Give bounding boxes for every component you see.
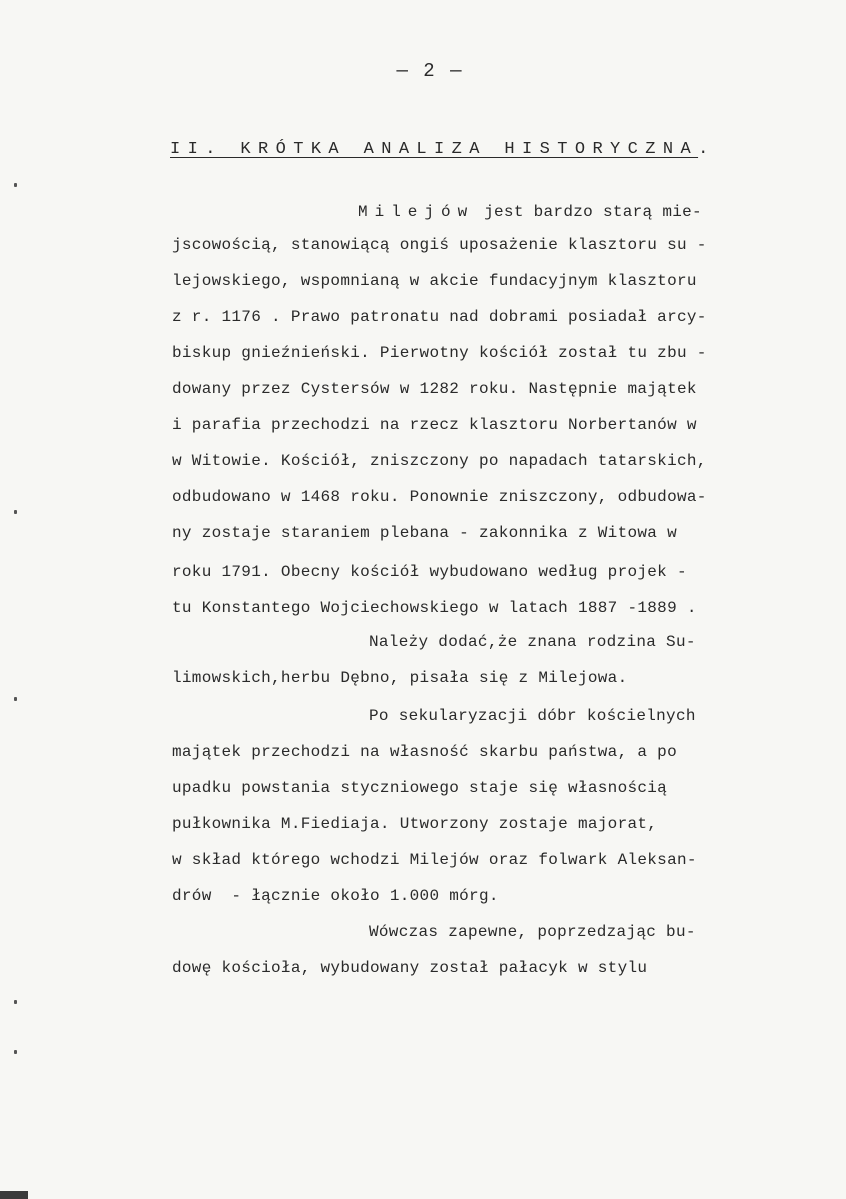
body-line: biskup gnieźnieński. Pierwotny kościół został tu zbu - — [172, 344, 707, 362]
body-line: limowskich,herbu Dębno, pisała się z Milejowa. — [172, 669, 628, 687]
body-line: i parafia przechodzi na rzecz klasztoru Norbertanów w — [172, 416, 697, 434]
body-line: dowany przez Cystersów w 1282 roku. Następnie majątek — [172, 380, 697, 398]
scan-edge-mark — [0, 1191, 28, 1199]
body-line — [172, 202, 702, 222]
body-line: dowę kościoła, wybudowany został pałacyk w stylu — [172, 959, 648, 977]
body-line: upadku powstania styczniowego staje się własnością — [172, 779, 668, 797]
margin-mark — [14, 1050, 17, 1054]
body-line: w Witowie. Kościół, zniszczony po napadach tatarskich, — [172, 452, 707, 470]
body-line: roku 1791. Obecny kościół wybudowano według projek - — [172, 563, 687, 581]
body-line: w skład którego wchodzi Milejów oraz folwark Aleksan- — [172, 851, 697, 869]
margin-mark — [14, 697, 17, 701]
body-line: ny zostaje staraniem plebana - zakonnika z Witowa w — [172, 524, 677, 542]
body-line: odbudowano w 1468 roku. Ponownie zniszczony, odbudowa- — [172, 488, 707, 506]
body-line: tu Konstantego Wojciechowskiego w latach 1887 -1889 . — [172, 599, 697, 617]
body-line: z r. 1176 . Prawo patronatu nad dobrami posiadał arcy- — [172, 308, 707, 326]
body-line: Po sekularyzacji dóbr kościelnych — [369, 707, 696, 725]
section-heading-period: . — [698, 140, 716, 159]
body-line-emphasis: Milejów — [358, 203, 475, 221]
body-line: Należy dodać,że znana rodzina Su- — [369, 633, 696, 651]
body-line: Wówczas zapewne, poprzedzając bu- — [369, 923, 696, 941]
body-line: majątek przechodzi na własność skarbu państwa, a po — [172, 743, 677, 761]
body-line: pułkownika M.Fiediaja. Utworzony zostaje majorat, — [172, 815, 658, 833]
margin-mark — [14, 1000, 17, 1004]
margin-mark — [14, 183, 17, 187]
body-line: drów - łącznie około 1.000 mórg. — [172, 887, 499, 905]
margin-mark — [14, 510, 17, 514]
body-line: jscowością, stanowiącą ongiś uposażenie klasztoru su - — [172, 236, 707, 254]
section-heading — [170, 140, 716, 159]
body-line-text: jest bardzo starą mie- — [474, 203, 702, 221]
body-line: lejowskiego, wspomnianą w akcie fundacyjnym klasztoru — [172, 272, 697, 290]
page-number: — 2 — — [396, 60, 464, 82]
section-heading-text: II. KRÓTKA ANALIZA HISTORYCZNA — [170, 140, 699, 159]
